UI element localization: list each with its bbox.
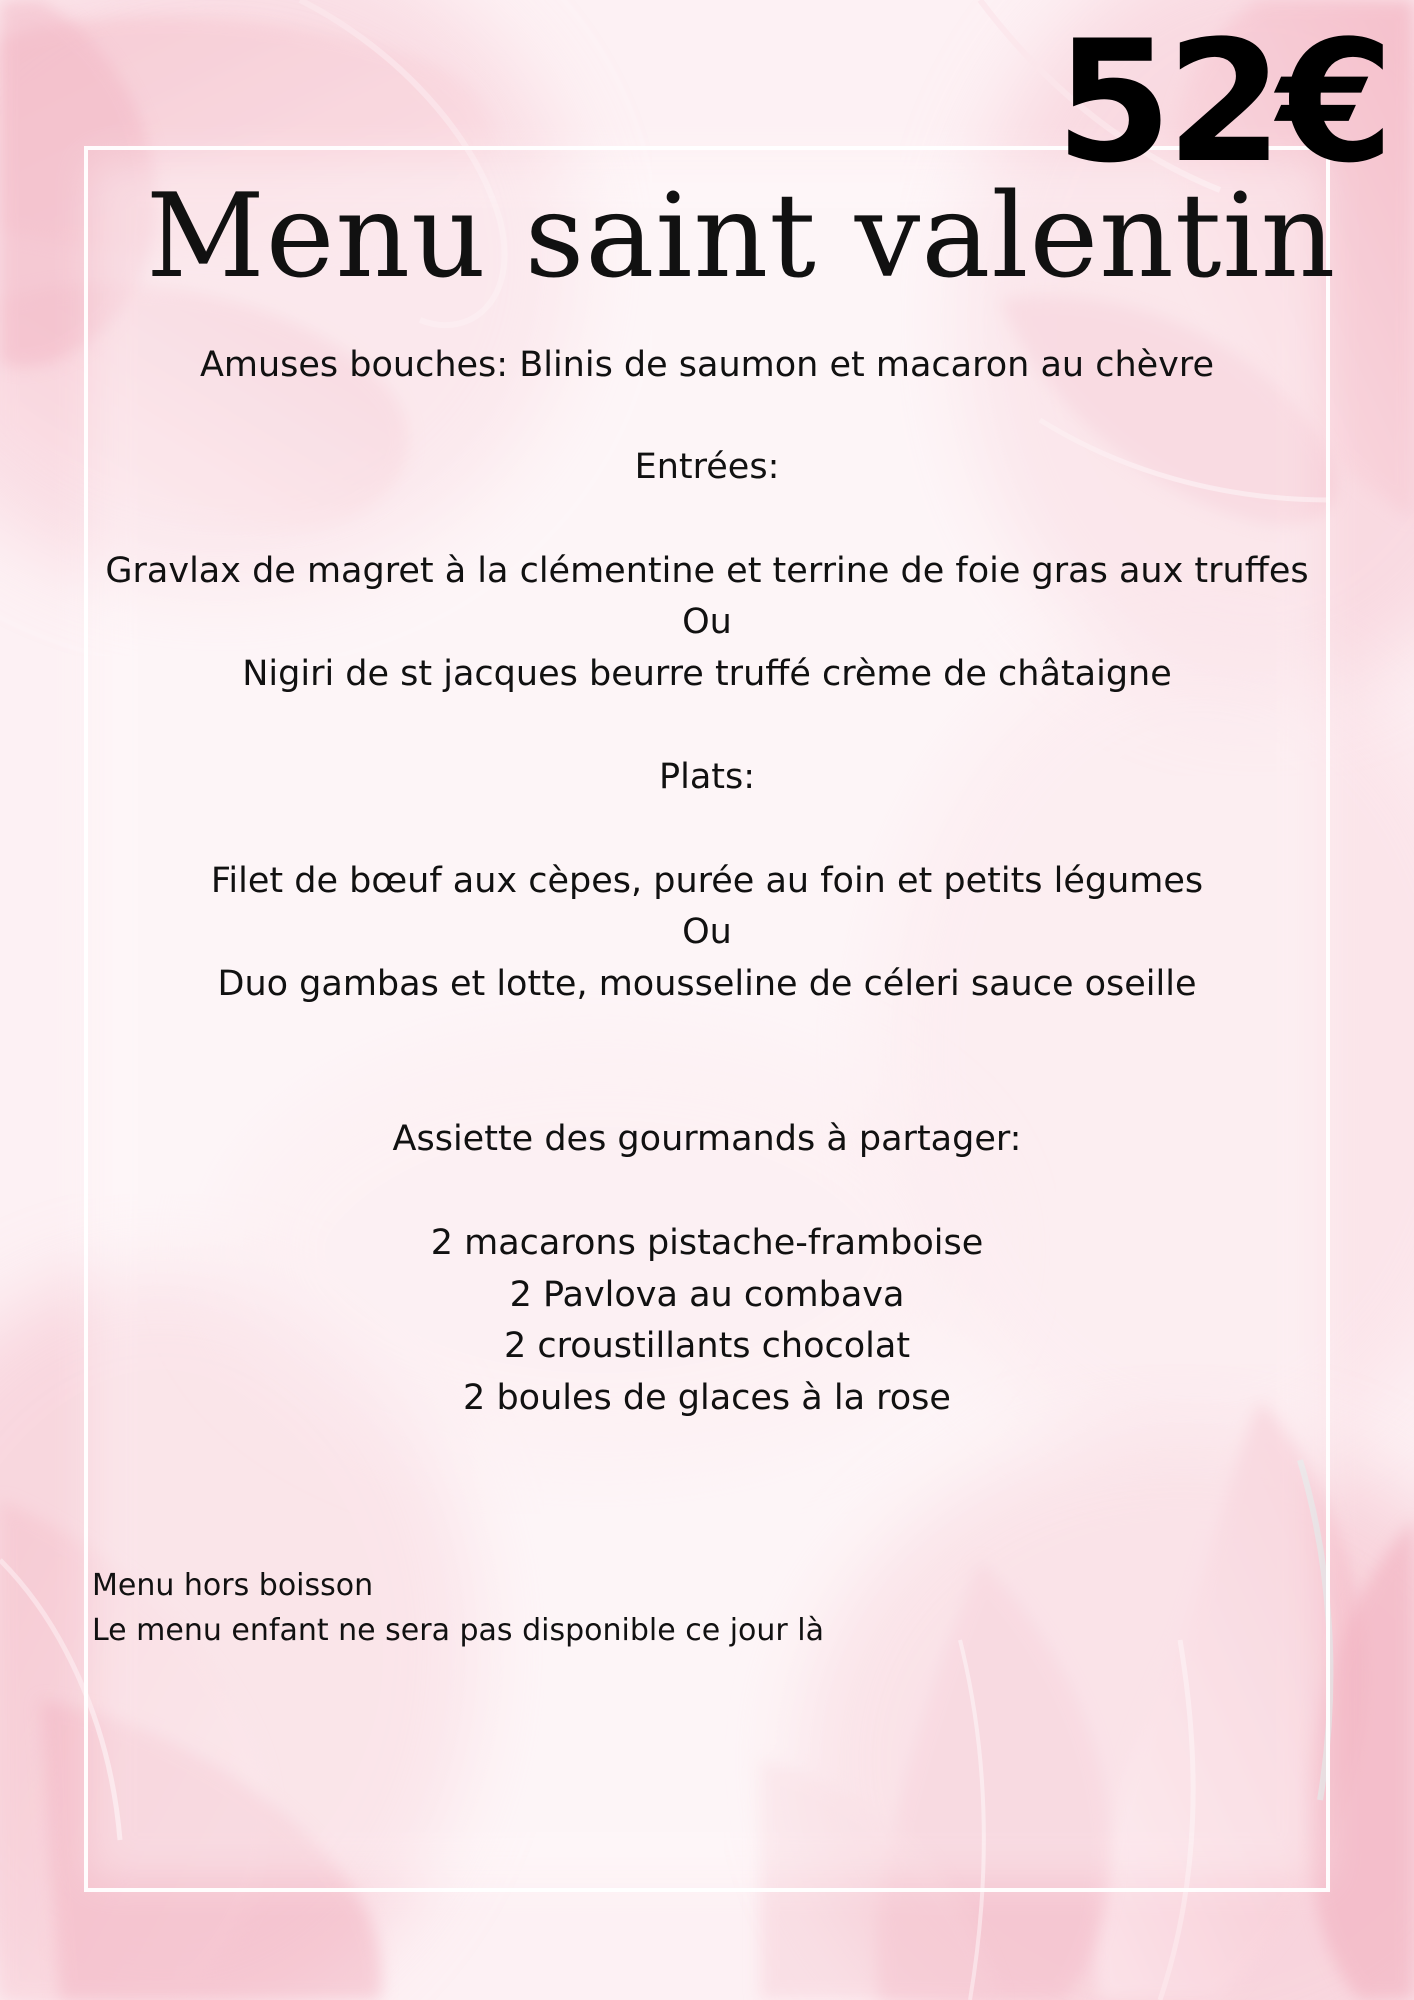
entrees-heading: Entrées:: [634, 447, 780, 487]
menu-title: Menu saint valentin: [146, 169, 1337, 304]
note-children: Le menu enfant ne sera pas disponible ce jour là: [92, 1613, 824, 1648]
entree-option-2: Nigiri de st jacques beurre truffé crème de châtaigne: [242, 654, 1172, 694]
entree-option-1: Gravlax de magret à la clémentine et terrine de foie gras aux truffes: [105, 551, 1309, 591]
dessert-heading: Assiette des gourmands à partager:: [392, 1119, 1022, 1159]
plat-option-1: Filet de bœuf aux cèpes, purée au foin et petits légumes: [210, 861, 1204, 901]
plats-heading: Plats:: [658, 757, 756, 797]
plat-or: Ou: [682, 912, 732, 952]
dessert-item: 2 croustillants chocolat: [503, 1326, 911, 1366]
plat-option-2: Duo gambas et lotte, mousseline de céleri sauce oseille: [217, 964, 1197, 1004]
entree-or: Ou: [682, 602, 732, 642]
note-drinks: Menu hors boisson: [92, 1568, 374, 1603]
dessert-item: 2 Pavlova au combava: [509, 1275, 905, 1315]
dessert-item: 2 macarons pistache-framboise: [430, 1223, 984, 1263]
amuses-bouches: Amuses bouches: Blinis de saumon et macaron au chèvre: [199, 345, 1215, 385]
menu-price: 52€: [1055, 4, 1388, 200]
dessert-item: 2 boules de glaces à la rose: [463, 1378, 951, 1418]
